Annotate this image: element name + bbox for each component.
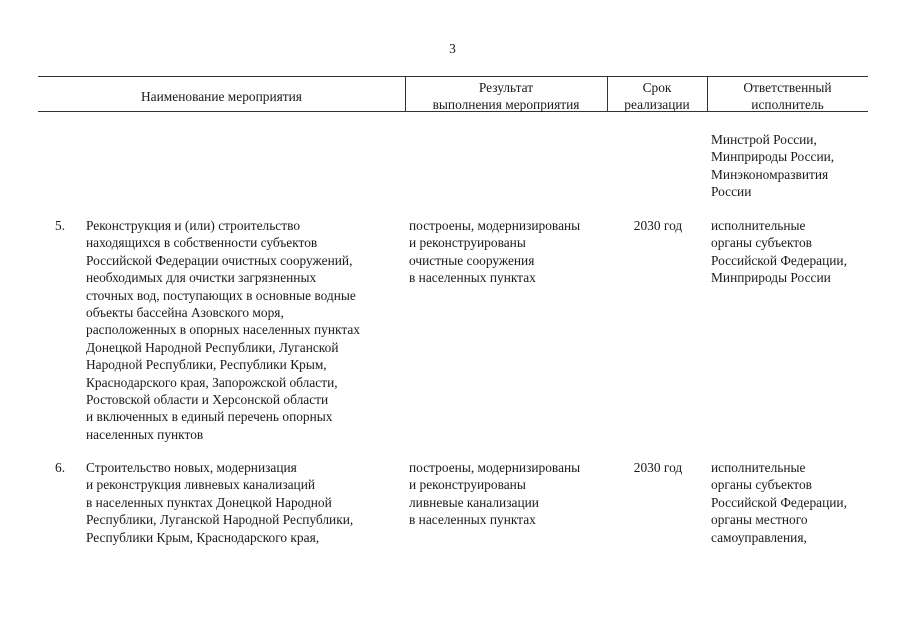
page-number: 3: [449, 41, 456, 56]
row-activity-name: Строительство новых, модернизация и реконструкция ливневых канализаций в населенных пунктах Донецкой Народной Республики, Луганской Народной Республики, Республики Крым, Краснодарского края,: [86, 460, 354, 545]
header-responsible: Ответственный исполнитель: [743, 80, 832, 113]
header-name: Наименование мероприятия: [141, 89, 302, 104]
row-term: 2030 год: [633, 218, 683, 233]
row-responsible: исполнительные органы субъектов Российской Федерации, Минприроды России: [711, 218, 847, 286]
row-term: 2030 год: [633, 460, 683, 475]
row-responsible: исполнительные органы субъектов Российской Федерации, органы местного самоуправления,: [711, 460, 847, 545]
row-number: 5.: [55, 218, 66, 233]
continuation-responsible: Минстрой России, Минприроды России, Минэкономразвития России: [711, 132, 835, 200]
row-result: построены, модернизированы и реконструированы очистные сооружения в населенных пунктах: [409, 218, 581, 286]
header-term: Срок реализации: [624, 80, 690, 113]
row-activity-name: Реконструкция и (или) строительство находящихся в собственности субъектов Российской Федерации очистных сооружений, необходимых для очистки загрязненных сточных вод, поступающих в основные водные объекты бассейна Азовского моря, расположенных в опорных населенных пунктах Донецкой Народной Республики, Луганской Народной Республики, Республики Крым, Краснодарского края, Запорожской области, Ростовской области и Херсонской области и включенных в единый перечень опорных населенных пунктов: [86, 218, 360, 442]
row-number: 6.: [55, 460, 66, 475]
header-result: Результат выполнения мероприятия: [432, 80, 580, 113]
row-result: построены, модернизированы и реконструированы ливневые канализации в населенных пунктах: [409, 460, 581, 528]
table-header-top-rule: [38, 76, 868, 77]
